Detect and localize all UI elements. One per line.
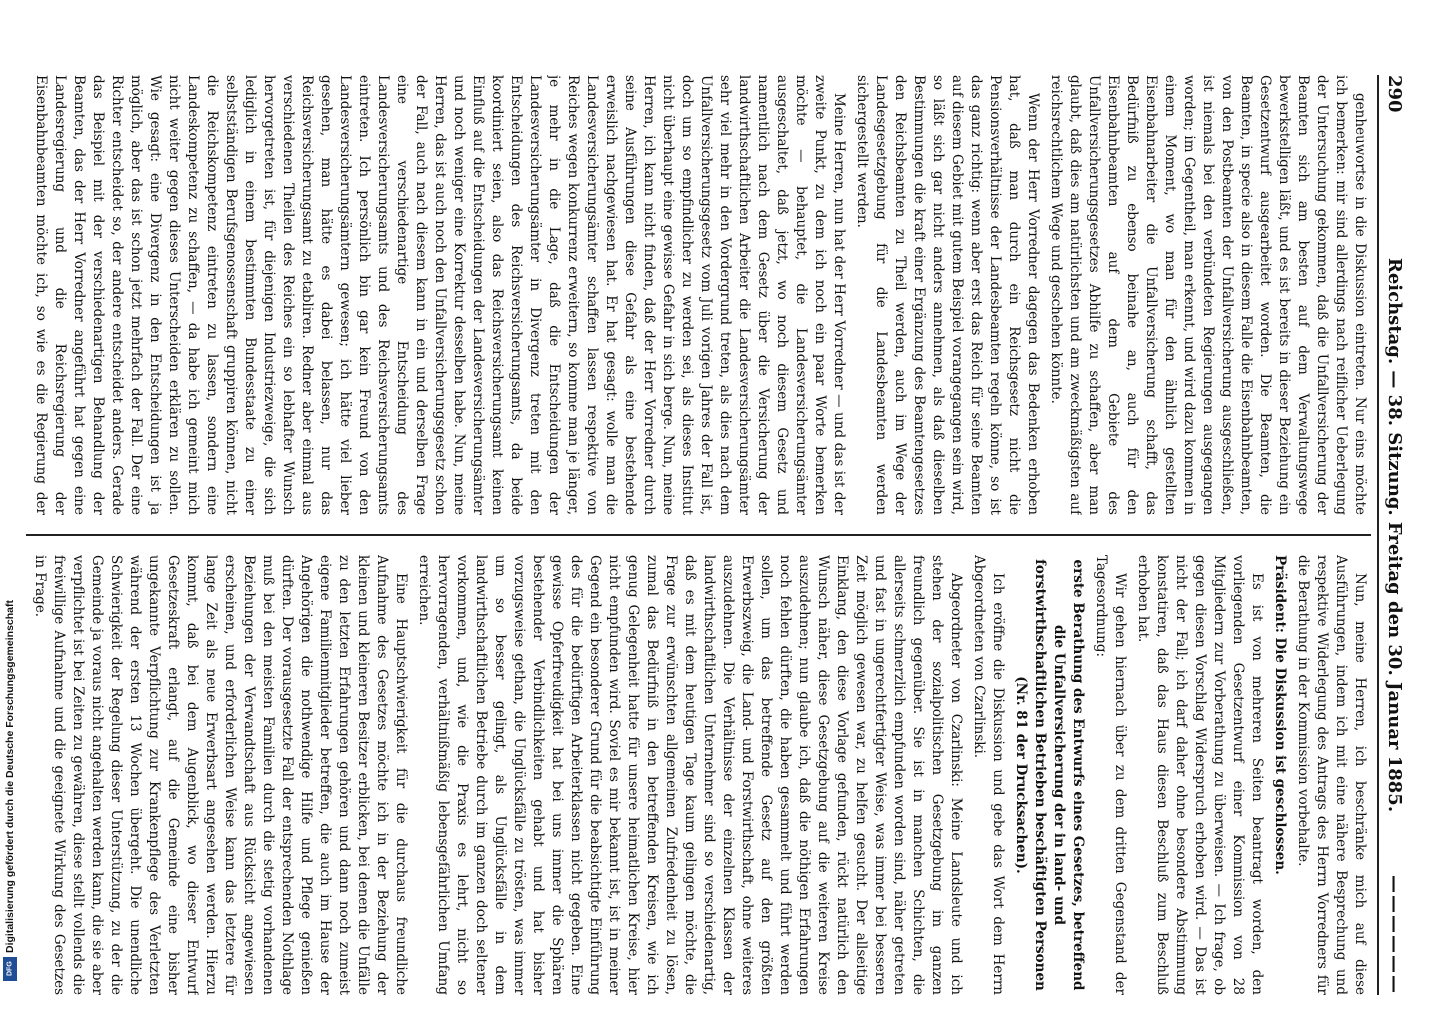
- paragraph: Meine Herren, nun hat der Herr Vorredner — und das ist der zweite Punkt, zu dem ich noch ein paar Worte bemerken möchte — behauptet, die Landesversicherungsämter ausgeschaltet, daß jetzt, wo noch diesem Gesetz und namentlich nach dem Gesetz über die Versicherung der landwirthschaftlichen Arbeiter die Landesversicherungsämter sehr viel mehr in den Vordergrund treten, als dies nach dem Unfallversicherungsgesetz vom Juli vorigen Jahres der Fall ist, doch um so empfindlicher zu werden sei, als dieses Institut nicht überhaupt eine gewisse Gefahr in sich berge. Nun, meine Herren, ich kann nicht finden, daß der Herr Vorredner durch seine Ausführungen diese Gefahr als eine bestehende erweislich nachgewiesen hat. Er hat gesagt: wolle man die Landesversicherungsämter schaffen lassen respektive von Reiches wegen konkurrenz erweitern, so komme man je länger, je mehr in die Lage, daß die Entscheidungen der Landesversicherungsämter in Divergenz treten mit den Entscheidungen des Reichsversicherungsamts, da beide koordiniert seien, also das Reichsversicherungsamt keinen Einfluß auf die Entscheidungen der Landesversicherungsämter und noch weniger eine Korrektur desselben habe. Nun, meine Herren, das ist auch noch den Unfallversicherungsgesetz schon der Fall, auch nach diesem kann in ein und derselben Frage eine verschiedenartige Entscheidung des Landesversicherungsamts und des Reichsversicherungsamts eintreten. Ich persönlich bin gar kein Freund von den Landesversicherungsämtern gewesen; ich hätte viel lieber gesehen, man hätte es dabei belassen, nur das Reichsversicherungsamt zu etabliren. Redner aber einmal aus verschiedenen Theilen des Reiches ein so lebhafter Wunsch hervorgetreten ist, für diejenigen Industriezweige, die sich lediglich in einem bestimmten Bundesstaate zu einer selbstständigen Berufsgenossenschaft gruppiren können, nicht die Reichskompetenz eintreten zu lassen, sondern eine Landeskompetenz zu schaffen, — da habe ich gemeint mich nicht weiter gegen dieses Unterscheiden erklären zu sollen. Wie gesagt: eine Divergenz in den Entscheidungen ist ja möglich, aber das ist schon jetzt mehrfach der Fall. Der eine Richter entscheidet so, der andere entscheidet anders. Gerade das Beispiel mit der verschiedenartigen Behandlung der Beamten, das der Herr Vorredner angeführt hat gegen eine Landesregierung und die Reichsregierung der Eisenbahnbeamten möchte ich, so wie es die Regierung der: [33, 75, 847, 515]
- digitization-note: Digitalisierung gefördert durch die Deutsche Forschungsgemeinschaft: [4, 600, 16, 953]
- speech-paragraph: Abgeordneter von Czarlinski: Meine Landsleute und ich stehen der sozialpolitischen Gesetzgebung im ganzen freundlich gegenüber. Sie ist in manchen Schichten, die allerseits schmerzlich empfunden worden sind, näher getreten und fast in ungerechtfertigter Weise, was immer bei besseren Zeit möglich gewesen war, zu helfen gesucht. Der allseitige Einklang, den diese Vorlage gefunden, rückt natürlich den Wunsch näher, diese Gesetzgebung auf die weiteren Kreise auszudehnen; nun glaube ich, daß die nöthigen Erfahrungen noch fehlen dürften, die haben gesammelt und führt werden sollen, um das betreffende Gesetz auf den größten Erwerbszweig, die Land- und Forstwirthschaft, ohne weiteres auszudehnen. Die Verhältnisse der einzelnen Klassen der landwirthschaftlichen Unternehmer sind so verschiedenartig, daß es mit dem heutigen Tage kaum gelingen möchte, die Frage zur erwünschten allgemeinen Zufriedenheit zu lösen, zumal das Bedürfniß in den betreffenden Kreisen, wie ich genug Gelegenheit hatte für unsere heimatlichen Kreise, hier nicht empfunden wird. Soviel es mir bekannt ist, ist in meiner Gegend ein besonderer Grund für die beabsichtigte Einführung des für die bedürftigen Arbeiterklassen nicht gegeben. Eine gewisse Opferfreudigkeit hat bei uns immer die Sphären bestehender Verbindlichkeiten gehabt und hat bisher vorzugsweise gethan, die Unglücksfälle zu trösten, was immer um so besser gelingt, als Unglücksfälle in dem landwirthschaftlichen Betriebe durch im ganzen doch seltener vorkommen, und, wie die Praxis es lehrt, nicht so hervorragenden, verhältnißmäßig lebensgefährlichen Umfang erreichen.: [416, 555, 964, 995]
- newspaper-page: [5, 55, 1415, 1015]
- paragraph: Eine Hauptschwierigkeit für die durchaus freundliche Aufnahme des Gesetzes möchte ich in der Beziehung der kleinen und kleineren Besitzer erblicken, bei denen die Unfälle zu den letzten Erfahrungen gehören und dann noch zumeist eigene Familienmitglieder betreffen, die auch im Hause der Angehörigen die nothwendige Hilfe und Pflege genießen dürften. Der vorausgesetzte Fall der entsprechenden Nothlage muß bei den meisten Familien durch die stetig vorhandenen Beziehungen der Verwandtschaft aus Rücksicht angewiesen erscheinen, und erforderlichen Weise kann das letztere für lange Zeit als neue Erwerbsart angesehen werden. Hierzu kommt, daß bei dem Augenblick, wo dieser Entwurf Gesetzeskraft erlangt, auf die Gemeinde eine bisher ungekannte Verpflichtung zur Krankenpflege des Verletzten während der ersten 13 Wochen übergeht. Die unendliche Schwierigkeit der Regelung dieser Unterstützung, zu der die Gemeinde ja voraus nicht angehalten werden kann, die sie aber verpflichtet ist bei Zeiten zu gewähren, diese stellt vollends die freiwillige Aufnahme und die geeignete Wirkung des Gesetzes in Frage.: [32, 555, 409, 995]
- president-statement: Präsident: Die Diskussion ist geschlossen.: [1272, 555, 1288, 875]
- digitization-footer: [2, 600, 18, 995]
- running-head: Reichstag. — 38. Sitzung. Freitag den 30. Januar 1885.: [1384, 257, 1405, 813]
- page-number: 290: [1384, 75, 1405, 113]
- left-column: [29, 75, 1369, 515]
- right-column: [29, 555, 1369, 995]
- paragraph: Wenn der Herr Vorredner dagegen das Bedenken erhoben hat, daß man durch ein Reichsgesetz nicht die Pensionsverhältnisse der Landesbeamten regeln könne, so ist das ganz richtig: wenn aber erst das Reich für seine Beamten auf diesem Gebiet mit gutem Beispiel vorangegangen sein wird, so läßt sich gar nicht anders annehmen, als daß dieselben Bestimmungen die kraft einer Ergänzung des Beamtengesetzes den Reichsbeamten zu Theil werden, auch im Wege der Landesgesetzgebung für die Landesbeamten werden sichergestellt werden.: [854, 75, 1041, 515]
- paragraph: Nun, meine Herren, ich beschränke mich auf diese Ausführungen, indem ich mit eine nähere Besprechung und respektive Widerlegung des Antrags des Herrn Vorredners für die Berathung in der Kommission vorbehalte.: [1295, 555, 1368, 995]
- column-rule: [26, 534, 1371, 536]
- dfg-logo: DFG: [3, 957, 17, 981]
- agenda-item-heading: erste Berathung des Entwurfs eines Gesetzes, betreffend die Unfallversicherung der in land- und forstwirthschaftlichen Betrieben beschäftigten Personen (Nr. 81 der Drucksachen).: [1013, 559, 1086, 991]
- paragraph: genheuwortse in die Diskussion eintreten. Nur eins möchte ich bemerken: mir sind allerdings nach reiflicher Ueberlegung der Untersuchung gekommen, daß die Unfallversicherung der Beamten sich am besten auf dem Verwaltungswege bewerkstelligen läßt, und es ist bereits in dieser Beziehung ein Gesetzentwurf ausgearbeitet worden. Die Beamten, die Beamten, in specie also in diesem Falle die Eisenbahnbeamten, von den Postbeamten der Unfallversicherung ausgeschließen, ist niemals bei den verbündeten Regierungen ausgegangen worden; im Gegentheil, man erkennt, und wird dazu kommen in einem Moment, wo man für den ähnlich gestellten Eisenbahnarbeiter die Unfallversicherung schafft, das Bedürfniß zu ebenso beinahe an, auch für den Eisenbahnbeamten auf dem Gebiete des Unfallversicherungsgesetzes Abhilfe zu schaffen, aber man glaubt, daß dies am natürlichsten und am zweckmäßigsten auf reichsrechtlichem Wege und geschehen könnte.: [1048, 75, 1368, 515]
- paragraph: Wir gehen hiernach über zu dem dritten Gegenstand der Tagesordnung:: [1093, 555, 1128, 995]
- page-header: [1377, 75, 1405, 995]
- head-rule: ——————: [1384, 875, 1405, 995]
- paragraph: Es ist von mehreren Seiten beantragt worden, den vorliegenden Gesetzentwurf einer Kommission von 28 Mitgliedern zur Vorberathung zu überweisen. — Ich frage, ob gegen diesen Vorschlag Widerspruch erhoben wird. — Das ist nicht der Fall; ich darf daher ohne besondere Abstimmung konstatiren, daß das Haus diesen Beschluß zum Beschluß erhoben hat.: [1135, 555, 1265, 995]
- paragraph: Ich eröffne die Diskussion und gebe das Wort dem Herrn Abgeordneten von Czarlinski.: [971, 555, 1006, 995]
